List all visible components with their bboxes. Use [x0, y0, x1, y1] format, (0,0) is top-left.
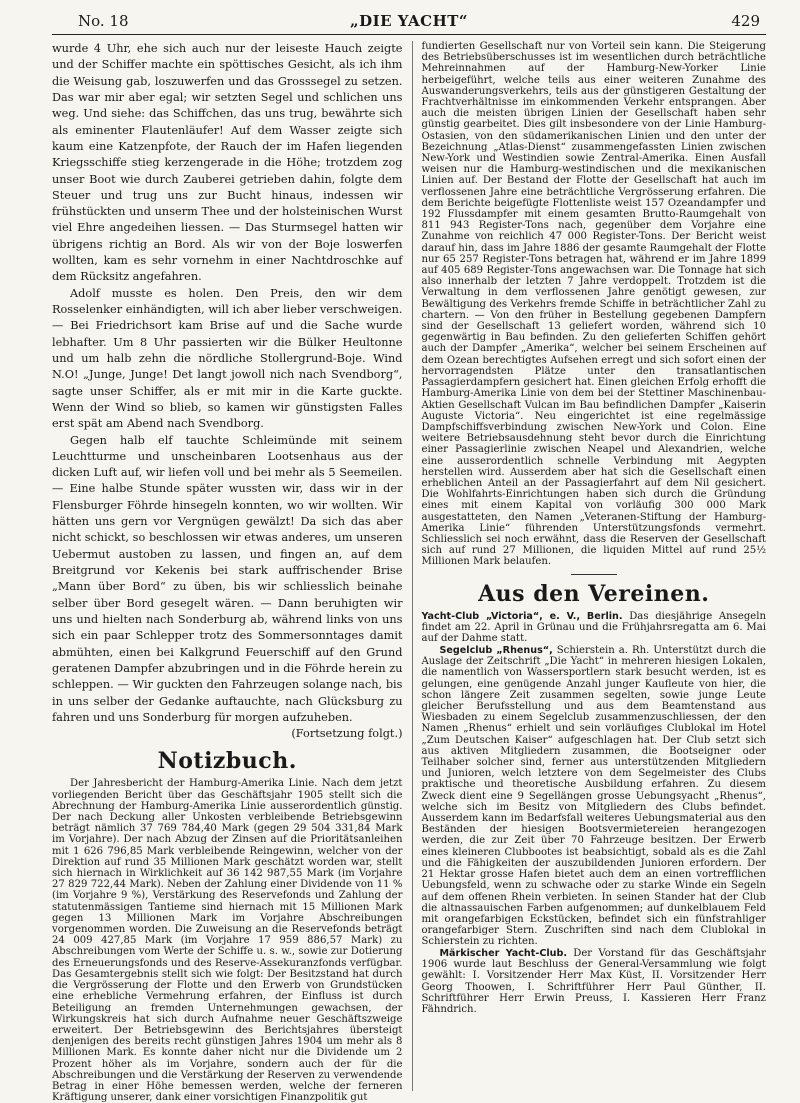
story-paragraph: Gegen halb elf tauchte Schleimünde mit seinem Leuchtturme und unscheinbaren Lootsenhaus aus der dicken Luft auf, wir liefen voll und bei mehr als 5 Seemeilen. — Eine halbe Stunde später wussten wir, dass wir in der Flensburger Föhrde hinsegeln konnten, wo wir wollten. Wir hätten uns gern vor Vergnügen gewälzt! Da sich das aber nicht schickt, so beschlossen wir etwas anderes, um unseren Uebermut austoben zu lassen, und fingen an, auf dem Breitgrund vor Kekenis bei stark auffrischender Brise „Mann über Bord“ zu üben, bis wir schliesslich beinahe selber über Bord gesegelt wären. — Dann beruhigten wir uns und hielten nach Sonderburg ab, während links von uns sich ein paar Schlepper trotz des Sommersonntages damit abmühten, einen bei Kalkgrund Feuerschiff auf den Grund geratenen Dampfer abzubringen und in die Föhrde herein zu schleppen. — Wir guckten den Fahrzeugen solange nach, bis in uns selber der Gedanke auftauchte, nach Glücksburg zu fahren und uns Sonderburg für morgen aufzuheben. [52, 433, 403, 724]
right-column [412, 41, 766, 1091]
continuation-note-row [52, 726, 402, 742]
club-entry [421, 948, 766, 1016]
club-text: Der Vorstand für das Geschäftsjahr 1906 wurde laut Beschluss der General-Versammlung wie folgt gewählt: I. Vorsitzender Herr Max Küst, II. Vorsitzender Herr Georg Thoowen, I. Schriftführer Herr Paul Günther, II. Schriftführer Herr Erwin Preuss, I. Kassieren Herr Franz Fähndrich. [421, 947, 766, 1015]
story-paragraph: wurde 4 Uhr, ehe sich auch nur der leiseste Hauch zeigte und der Schiffer machte ein spöttisches Gesicht, als ich ihm die Weisung gab, loszuwerfen und das Grosssegel zu setzen. Das war mir aber egal; wir setzten Segel und schlichen uns weg. Und siehe: das Schiffchen, das uns trug, bewährte sich als eminenter Flautenläufer! Auf dem Wasser zeigte sich kaum eine Katzenpfote, der Rauch der im Hafen liegenden Kriegsschiffe stieg kerzengerade in die Höhe; trotzdem zog unser Boot wie durch Zauberei getrieben dahin, folgte dem Steuer und trug uns zur Bucht hinaus, indessen wir frühstückten und unserm Thee und der holsteinischen Wurst viel Ehre angedeihen liessen. — Das Sturmsegel hatten wir übrigens richtig an Bord. Als wir von der Boje loswerfen wollten, kam es sehr vornehm in einer Nachtdroschke auf dem Rücksitz angefahren. [52, 42, 403, 284]
page-number: 429 [731, 12, 760, 30]
notizbuch-text-left: Der Jahresbericht der Hamburg-Amerika Linie. Nach dem jetzt vorliegenden Bericht über das Geschäftsjahr 1905 stellt sich die Abrechnung der Hamburg-Amerika Linie ausserordentlich günstig. Der nach Deckung aller Unkosten verbleibende Betriebsgewinn beträgt nämlich 37 769 784,40 Mark (gegen 29 504 331,84 Mark im Vorjahre). Der nach Abzug der Zinsen auf die Prioritätsanleihen mit 1 626 796,85 Mark verbleibende Reingewinn, welcher von der Direktion auf rund 35 Millionen Mark geschätzt worden war, stellt sich hiernach in Wirklichkeit auf 36 142 987,55 Mark (im Vorjahre 27 829 722,44 Mark). Neben der Zahlung einer Dividende von 11 % (im Vorjahre 9 %), Verstärkung des Reservefonds und Zahlung der statutenmässigen Tantieme sind hiernach mit 15 Millionen Mark gegen 13 Millionen Mark im Vorjahre Abschreibungen vorgenommen worden. Die Zuweisung an die Reservefonds beträgt 24 009 427,85 Mark (im Vorjahre 17 959 886,57 Mark) zu Abschreibungen vom Werte der Schiffe u. s. w., sowie zur Dotierung des Erneuerungsfonds und des Reserve-Assekuranzfonds verfügbar. Das Gesamtergebnis stellt sich wie folgt: Der Besitzstand hat durch die Vergrösserung der Flotte und den Erwerb von Grundstücken eine erhebliche Vermehrung erfahren, der Einfluss ist durch Beteiligung an fremden Unternehmungen gewachsen, der Wirkungskreis hat sich durch Aufnahme neuer Geschäftszweige erweitert. Der Betriebsgewinn des Berichtsjahres übersteigt denjenigen des bereits recht günstigen Jahres 1904 um mehr als 8 Millionen Mark. Es konnte daher nicht nur die Dividende um 2 Prozent höher als im Vorjahre, sondern auch der für die Abschreibungen und die Verstärkung der Reserven zu verwendende Betrag in einer Höhe bemessen werden, welche der ferneren Kräftigung unserer, dank einer vorsichtigen Finanzpolitik gut [52, 778, 403, 1103]
club-text: Das diesjährige Ansegeln findet am 22. April in Grünau und die Frühjahrsregatta am 6. Mai auf der Dahme statt. [421, 610, 766, 645]
continuation-note: (Fortsetzung folgt.) [291, 727, 403, 741]
left-column [52, 41, 403, 1103]
club-entry [421, 645, 766, 948]
club-name: Märkischer Yacht-Club. [439, 947, 568, 959]
issue-number: No. 18 [78, 12, 129, 30]
section-divider [571, 574, 617, 575]
story-paragraph: Adolf musste es holen. Den Preis, den wir dem Rosselenker einhändigten, will ich aber lieber verschweigen. — Bei Friedrichsort kam Brise auf und die Sache wurde lebhafter. Um 8 Uhr passierten wir die Bülker Heultonne und um halb zehn die nördliche Stollergrund-Boje. Wind N.O! „Junge, Junge! Det langt jowoll nich nach Svendborg“, sagte unser Schiffer, als er mit mir in die Karte guckte. Wenn der Wind so blieb, so kamen wir günstigsten Falles erst spät am Abend nach Svendborg. [52, 286, 403, 431]
vereine-heading: Aus den Vereinen. [478, 580, 710, 607]
page-header [52, 8, 766, 35]
club-name: Segelclub „Rhenus“, [439, 644, 553, 656]
notizbuch-heading: Notizbuch. [157, 748, 297, 775]
club-text: Schierstein a. Rh. Unterstützt durch die Auslage der Zeitschrift „Die Yacht“ in mehreren hiesigen Lokalen, die namentlich von Wassersportlern stark besucht werden, ist es gelungen, eine genügende Anzahl junger Kaufleute von hier, die schon längere Zeit zusammen segelten, sowie junge Leute gleicher Berufsstellung und aus dem Beamtenstand aus Wiesbaden zu einem Segelclub zusammenzuschliessen, der den Namen „Rhenus“ erhielt und sein vorläufiges Clublokal im Hotel „Zum Deutschen Kaiser“ aufgeschlagen hat. Der Club setzt sich aus aktiven Mitgliedern zusammen, die Bootseigner oder Teilhaber solcher sind, ferner aus unterstützenden Mitgliedern und Junioren, welch letztere von dem Segelmeister des Clubs praktische und theoretische Ausbildung erfahren. Zu diesem Zweck dient eine 9 Segellängen grosse Uebungsyacht „Rhenus“, welche sich im Besitz von Mitgliedern des Clubs befindet. Ausserdem kann im Bedarfsfall weiteres Uebungsmaterial aus den Beständen der hiesigen Bootsvermietereien herangezogen werden, die zur Zeit über 70 Fahrzeuge besitzen. Der Erwerb eines kleineren Clubbootes ist beabsichtigt, sobald als es die Zahl und die Fähigkeiten der auszubildenden Junioren erfordern. Der 21 Hektar grosse Hafen bietet auch dem an einen vortrefflichen Uebungsfeld, wenn zu schwache oder zu starke Winde ein Segeln auf dem offenen Rhein verbieten. In seinen Stander hat der Club die altnassauischen Farben aufgenommen; auf dunkelblauem Feld mit orangefarbigen Eckstücken, befindet sich ein fünfstrahliger orangefarbiger Stern. Zuschriften sind nach dem Clublokal in Schierstein zu richten. [421, 644, 766, 948]
club-entry [421, 611, 766, 645]
club-name: Yacht-Club „Victoria“, e. V., Berlin. [421, 610, 623, 622]
magazine-title: „DIE YACHT“ [349, 12, 469, 30]
notizbuch-text-right: fundierten Gesellschaft nur von Vorteil sein kann. Die Steigerung des Betriebsüberschusses ist im wesentlichen durch beträchtliche Mehreinnahmen auf der Hamburg-New-Yorker Linie herbeigeführt, welche teils aus einer weiteren Zunahme des Auswanderungsverkehrs, teils aus der günstigeren Gestaltung der Frachtverhältnisse im einkommenden Verkehr entsprangen. Aber auch die meisten übrigen Linien der Gesellschaft haben sehr günstig gearbeitet. Dies gilt insbesondere von der Linie Hamburg-Ostasien, von den südamerikanischen Linien und den unter der Bezeichnung „Atlas-Dienst“ zusammengefassten Linien zwischen New-York und Westindien sowie Zentral-Amerika. Einen Ausfall weisen nur die Hamburg-westindischen und die mexikanischen Linien auf. Der Bestand der Flotte der Gesellschaft hat auch im verflossenen Jahre eine beträchtliche Vergrösserung erfahren. Die dem Berichte beigefügte Flottenliste weist 157 Ozeandampfer und 192 Flussdampfer mit einem gesamten Brutto-Raumgehalt von 811 943 Register-Tons nach, gegenüber dem Vorjahre eine Zunahme von reichlich 47 000 Register-Tons. Der Bericht weist darauf hin, dass im Jahre 1886 der gesamte Raumgehalt der Flotte nur 65 257 Register-Tons betragen hat, während er im Jahre 1899 auf 405 689 Register-Tons angewachsen war. Die Tonnage hat sich also innerhalb der letzten 7 Jahre verdoppelt. Trotzdem ist die Verwaltung in dem verflossenen Jahre genötigt gewesen, zur Bewältigung des Verkehrs fremde Schiffe in beträchtlicher Zahl zu chartern. — Von den früher in Bestellung gegebenen Dampfern sind der Gesellschaft 13 geliefert worden, während sich 10 gegenwärtig in Bau befinden. Zu den gelieferten Schiffen gehört auch der Dampfer „Amerika“, welcher bei seinem Erscheinen auf dem Ozean berechtigtes Aufsehen erregt und sich sofort einen der hervorragendsten Plätze unter den transatlantischen Passagierdampfern gesichert hat. Einen gleichen Erfolg erhofft die Hamburg-Amerika Linie von dem bei der Stettiner Maschinenbau-Aktien Gesellschaft Vulcan im Bau befindlichen Dampfer „Kaiserin Auguste Victoria“. Neu eingerichtet ist eine regelmässige Dampfschiffsverbindung zwischen New-York und Colon. Eine weitere Betriebsausdehnung steht bevor durch die Einrichtung einer Passagierlinie zwischen Neapel und Alexandrien, welche eine ausserordentlich schnelle Verbindung mit Aegypten herstellen wird. Ausserdem aber hat sich die Gesellschaft einen erheblichen Anteil an der Passagierfahrt auf dem Nil gesichert. Die Wohlfahrts-Einrichtungen haben sich durch die Gründung eines mit einem Kapital von vorläufig 300 000 Mark ausgestatteten, den Namen „Veteranen-Stiftung der Hamburg-Amerika Linie“ führenden Unterstützungsfonds vermehrt. Schliesslich sei noch erwähnt, dass die Reserven der Gesellschaft sich auf rund 27 Millionen, die liquiden Mittel auf rund 25½ Millionen Mark belaufen. [421, 41, 766, 568]
